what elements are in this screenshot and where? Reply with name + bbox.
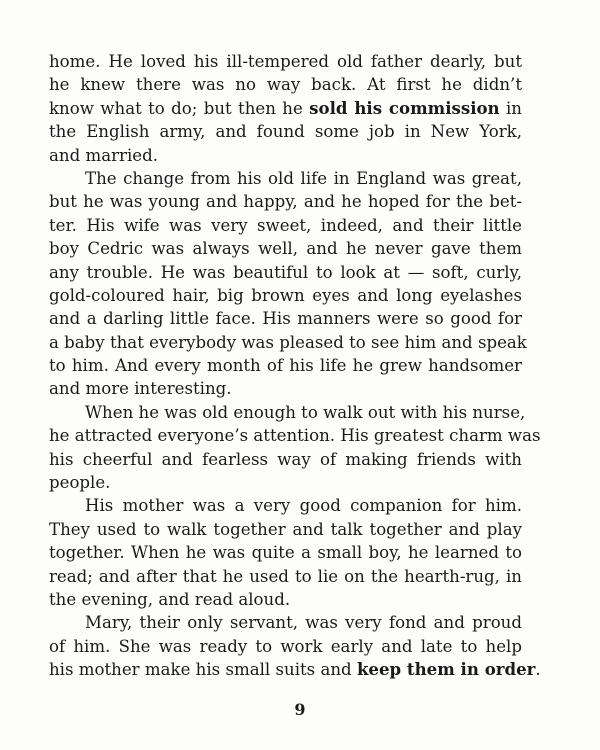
text-line: read; and after that he used to lie on the hearth-rug, in — [49, 566, 522, 586]
text-line: his cheerful and fearless way of making friends with — [49, 449, 522, 469]
text-line — [49, 97, 522, 120]
text-segment: in — [499, 98, 522, 118]
text-line: people. — [49, 473, 111, 493]
text-line: he attracted everyone’s attention. His greatest charm was — [49, 426, 541, 446]
text-line: gold-coloured hair, big brown eyes and long eyelashes — [49, 285, 522, 305]
text-line: the English army, and found some job in New York, — [49, 122, 522, 142]
text-line: of him. She was ready to work early and late to help — [49, 636, 522, 656]
page-number: 9 — [294, 700, 306, 719]
text-line: His mother was a very good companion for him. — [85, 496, 522, 516]
text-line: and a darling little face. His manners were so good for — [49, 309, 522, 329]
text-line: he knew there was no way back. At first he didn’t — [49, 75, 522, 95]
text-segment: his mother make his small suits and — [49, 660, 357, 680]
text-line: to him. And every month of his life he grew handsomer — [49, 356, 522, 376]
story-text — [49, 50, 541, 682]
text-line: but he was young and happy, and he hoped for the bet- — [49, 192, 522, 212]
text-line: When he was old enough to walk out with his nurse, — [85, 402, 526, 422]
text-line: a baby that everybody was pleased to see him and speak — [49, 332, 527, 352]
text-segment: . — [535, 660, 541, 680]
text-line: boy Cedric was always well, and he never gave them — [49, 239, 522, 259]
text-line: Mary, their only servant, was very fond and proud — [85, 613, 522, 633]
text-line: and more interesting. — [49, 379, 232, 399]
text-line: The change from his old life in England was great, — [85, 168, 522, 188]
text-line: and married. — [49, 145, 158, 165]
text-line: They used to walk together and talk together and play — [49, 519, 522, 539]
bold-phrase: sold his commission — [309, 97, 500, 118]
text-line: any trouble. He was beautiful to look at — soft, curly, — [49, 262, 522, 282]
text-line: the evening, and read aloud. — [49, 589, 291, 609]
text-line: home. He loved his ill-tempered old father dearly, but — [49, 52, 522, 71]
text-segment: know what to do; but then he — [49, 98, 310, 118]
bold-phrase: keep them in order — [356, 659, 536, 680]
text-line: together. When he was quite a small boy, he learned to — [49, 543, 522, 563]
text-line: ter. His wife was very sweet, indeed, and their little — [49, 215, 522, 235]
text-line — [49, 658, 541, 681]
